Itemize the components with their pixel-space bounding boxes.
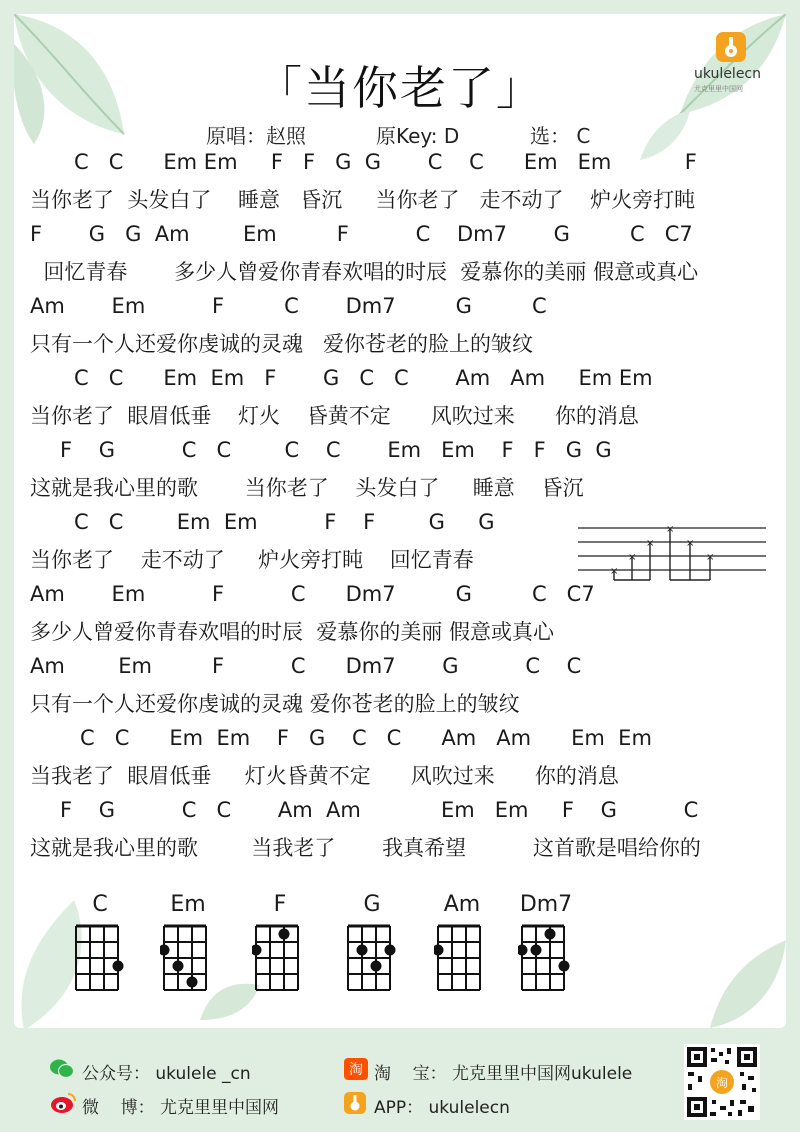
finger-dot [371, 961, 382, 972]
logo-subtitle: 尤克里里中国网 [694, 85, 743, 93]
leaf-decoration-bottom-right-icon [700, 940, 786, 1028]
lyric-line: 当你老了 头发白了 睡意 昏沉 当你老了 走不动了 炉火旁打盹 [30, 188, 696, 212]
selected-key: 选： C [530, 124, 591, 148]
chord-line: C C Em Em F G C C Am Am Em Em [74, 366, 653, 390]
chord-line: F G G Am Em F C Dm7 G C C7 [30, 222, 693, 246]
finger-dot [173, 961, 184, 972]
chord-diagram-name: Am [443, 892, 481, 917]
ukulele-logo-icon [716, 32, 746, 62]
original-key: 原Key: D [376, 124, 460, 148]
chord-line: C C Em Em F G C C Am Am Em Em [80, 726, 652, 750]
wechat-account: 公众号： ukulele _cn [82, 1064, 251, 1084]
chord-diagram-name: Em [170, 892, 206, 917]
qr-code-icon[interactable] [684, 1044, 760, 1120]
svg-text:×: × [610, 566, 619, 577]
chord-diagram-grid [434, 922, 490, 994]
lyric-line: 这就是我心里的歌 当你老了 头发白了 睡意 昏沉 [30, 476, 584, 500]
song-title: 「当你老了」 [256, 61, 544, 115]
lyric-line: 只有一个人还爱你虔诚的灵魂 爱你苍老的脸上的皱纹 [30, 692, 520, 716]
lyric-line: 当我老了 眼眉低垂 灯火昏黄不定 风吹过来 你的消息 [30, 764, 619, 788]
chord-diagram-grid [160, 922, 216, 994]
finger-dot [160, 945, 170, 956]
chord-line: Am Em F C Dm7 G C C [30, 654, 582, 678]
chord-line: F G C C C C Em Em F F G G [60, 438, 612, 462]
original-singer: 原唱：赵照 [206, 124, 306, 148]
chord-diagram-grid [252, 922, 308, 994]
chord-line: C C Em Em F F G G C C Em Em F [74, 150, 697, 174]
rhythm-notation-icon [578, 520, 768, 586]
svg-text:×: × [666, 524, 675, 535]
finger-dot [252, 945, 262, 956]
chord-diagram-name: C [92, 892, 108, 917]
app-icon [344, 1092, 366, 1114]
weibo-icon [50, 1092, 76, 1114]
lyric-line: 这就是我心里的歌 当我老了 我真希望 这首歌是唱给你的 [30, 836, 701, 860]
finger-dot [357, 945, 368, 956]
chord-diagram-name: F [273, 892, 287, 917]
weibo-account: 微 博： 尤克里里中国网 [82, 1098, 280, 1118]
finger-dot [385, 945, 396, 956]
svg-text:×: × [706, 552, 715, 563]
chord-line: Am Em F C Dm7 G C C7 [30, 582, 595, 606]
svg-text:×: × [686, 538, 695, 549]
taobao-store: 淘 宝： 尤克里里中国网ukulele [374, 1064, 633, 1084]
chord-diagram-grid [518, 922, 574, 994]
finger-dot [559, 961, 570, 972]
finger-dot [518, 945, 528, 956]
chord-line: F G C C Am Am Em Em F G C [60, 798, 699, 822]
lyric-line: 只有一个人还爱你虔诚的灵魂 爱你苍老的脸上的皱纹 [30, 332, 534, 356]
chord-line: Am Em F C Dm7 G C [30, 294, 547, 318]
logo-name: ukulelecn [694, 66, 761, 82]
chord-diagram-name: Dm7 [519, 892, 573, 917]
lyric-line: 回忆青春 多少人曾爱你青春欢唱的时辰 爱慕你的美丽 假意或真心 [30, 260, 699, 284]
lyric-line: 当你老了 走不动了 炉火旁打盹 回忆青春 [30, 548, 474, 572]
svg-text:淘: 淘 [715, 1076, 729, 1090]
finger-dot [434, 945, 444, 956]
app-name: APP： ukulelecn [374, 1098, 510, 1118]
lyric-line: 当你老了 眼眉低垂 灯火 昏黄不定 风吹过来 你的消息 [30, 404, 639, 428]
chord-diagram-grid [72, 922, 128, 994]
svg-text:淘: 淘 [349, 1062, 363, 1078]
finger-dot [531, 945, 542, 956]
wechat-icon [50, 1058, 74, 1080]
chord-diagram-name: G [363, 892, 381, 917]
svg-text:×: × [646, 538, 655, 549]
chord-line: C C Em Em F F G G [74, 510, 495, 534]
finger-dot [279, 929, 290, 940]
finger-dot [545, 929, 556, 940]
finger-dot [187, 977, 198, 988]
chord-diagram-grid [344, 922, 400, 994]
taobao-icon [344, 1058, 368, 1080]
svg-text:×: × [628, 552, 637, 563]
lyric-line: 多少人曾爱你青春欢唱的时辰 爱慕你的美丽 假意或真心 [30, 620, 555, 644]
finger-dot [113, 961, 124, 972]
